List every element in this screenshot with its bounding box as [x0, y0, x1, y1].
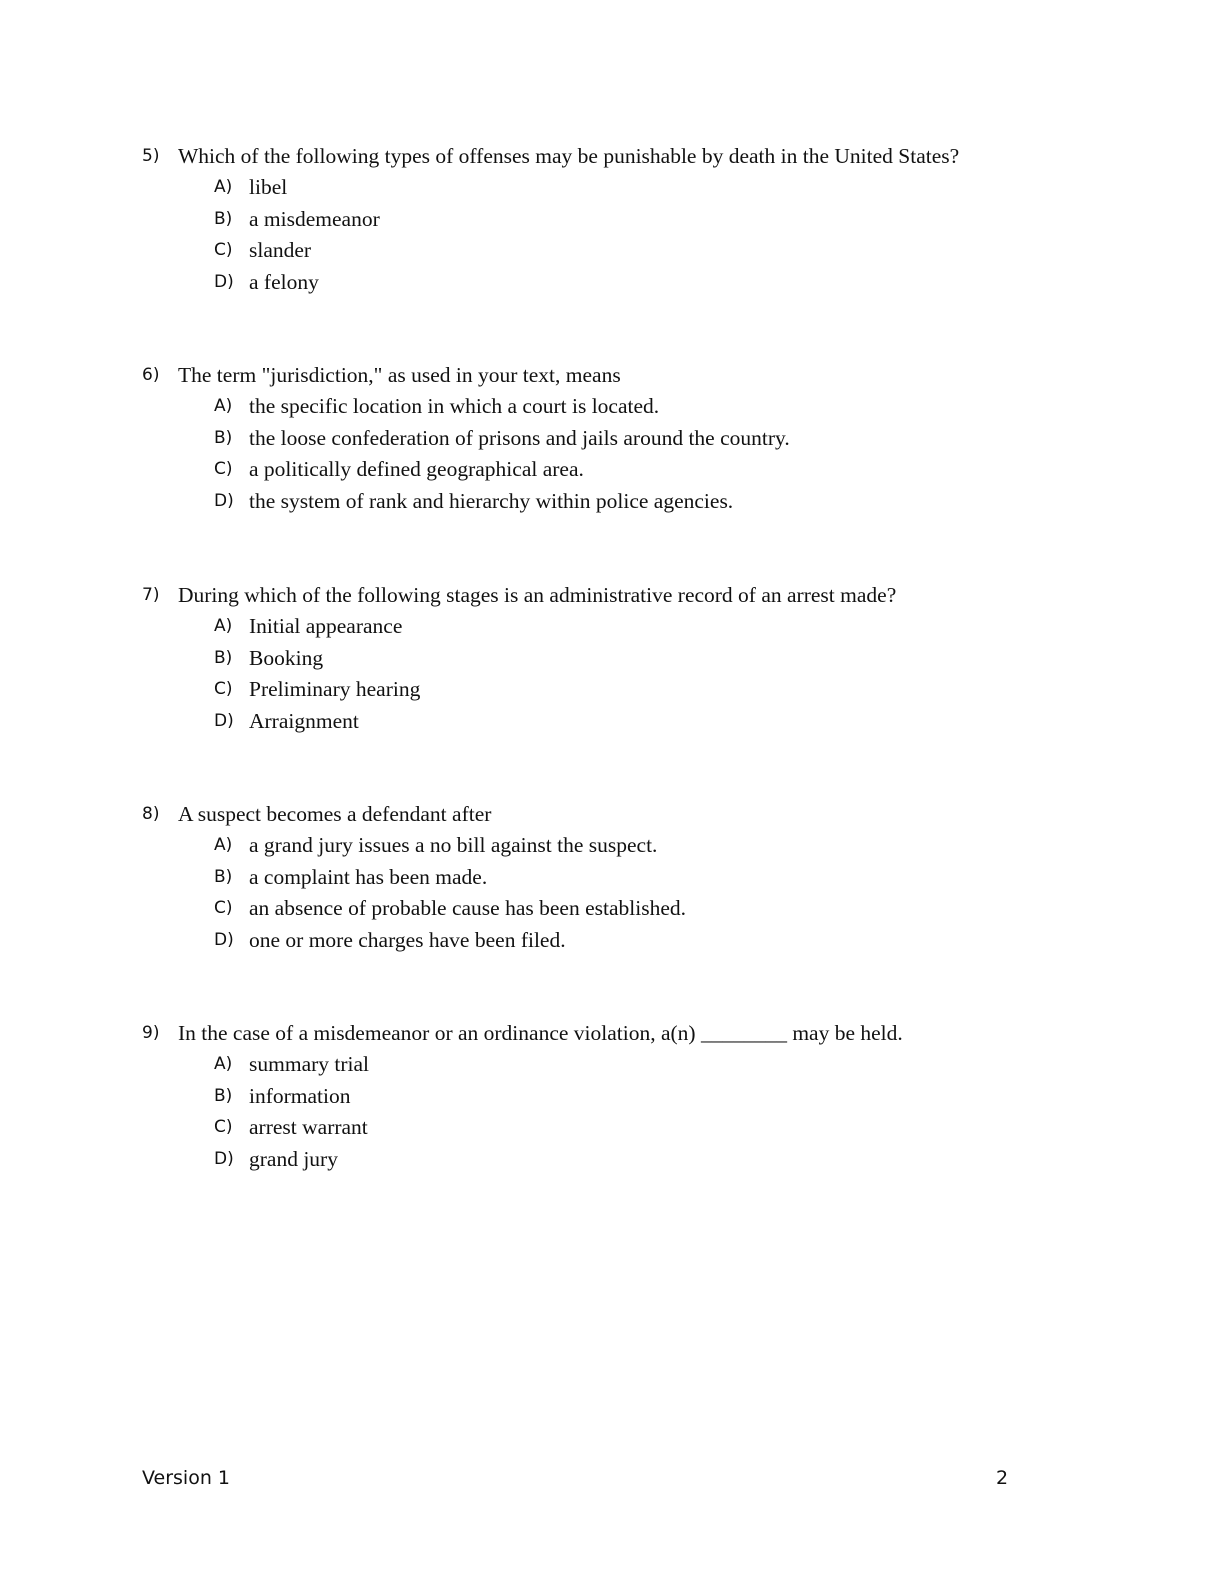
- option-letter: D): [214, 929, 234, 950]
- option-text: the system of rank and hierarchy within police agencies.: [249, 488, 734, 513]
- answer-option-b: [142, 423, 1122, 455]
- answer-option-d: [142, 267, 1122, 299]
- answer-option-b: [142, 643, 1122, 675]
- answer-options: [142, 830, 1122, 956]
- option-text: an absence of probable cause has been established.: [249, 896, 686, 921]
- answer-option-c: [142, 674, 1122, 706]
- option-text: Arraignment: [249, 708, 359, 733]
- footer-page-number: 2: [996, 1467, 1009, 1489]
- option-text: Initial appearance: [249, 614, 403, 638]
- question-text: Which of the following types of offenses may be punishable by death in the United States?: [178, 144, 960, 168]
- answer-option-a: [142, 611, 1122, 643]
- option-letter: C): [214, 459, 233, 480]
- answer-option-d: [142, 706, 1122, 738]
- option-letter: B): [214, 647, 233, 668]
- question-text: During which of the following stages is an administrative record of an arrest made?: [178, 583, 897, 607]
- question-stem: [142, 580, 1122, 611]
- question-stem: [142, 141, 1122, 172]
- option-text: arrest warrant: [249, 1115, 368, 1140]
- option-text: libel: [249, 175, 288, 199]
- option-letter: C): [214, 679, 233, 700]
- option-text: Booking: [249, 645, 324, 670]
- option-letter: B): [214, 427, 233, 448]
- answer-option-d: [142, 1144, 1122, 1176]
- option-letter: B): [214, 866, 233, 887]
- question-number: 9): [142, 1023, 160, 1043]
- question-text: The term "jurisdiction," as used in your text, means: [178, 363, 621, 387]
- option-text: one or more charges have been filed.: [249, 927, 566, 952]
- option-letter: D): [214, 490, 234, 511]
- option-text: a misdemeanor: [249, 206, 380, 231]
- answer-option-a: [142, 1049, 1122, 1081]
- question-number: 5): [142, 146, 160, 166]
- answer-options: [142, 611, 1122, 737]
- option-text: a felony: [249, 269, 319, 294]
- question-stem: [142, 360, 1122, 391]
- answer-option-d: [142, 925, 1122, 957]
- option-letter: A): [214, 835, 233, 855]
- answer-option-c: [142, 1112, 1122, 1144]
- question-number: 8): [142, 804, 160, 824]
- option-text: the loose confederation of prisons and jails around the country.: [249, 425, 790, 450]
- option-text: grand jury: [249, 1146, 338, 1171]
- option-letter: C): [214, 898, 233, 919]
- option-letter: B): [214, 1085, 233, 1106]
- answer-option-a: [142, 830, 1122, 862]
- option-letter: A): [214, 396, 233, 416]
- answer-option-c: [142, 893, 1122, 925]
- answer-options: [142, 391, 1122, 517]
- option-letter: D): [214, 710, 234, 731]
- question-5: [142, 141, 1122, 298]
- option-text: the specific location in which a court is located.: [249, 394, 660, 418]
- option-text: information: [249, 1083, 351, 1108]
- question-stem: [142, 799, 1122, 830]
- question-stem: [142, 1018, 1122, 1049]
- answer-option-a: [142, 172, 1122, 204]
- answer-options: [142, 1049, 1122, 1175]
- question-text: A suspect becomes a defendant after: [178, 802, 492, 826]
- answer-option-d: [142, 486, 1122, 518]
- option-letter: D): [214, 271, 234, 292]
- question-9: [142, 1018, 1122, 1175]
- option-text: summary trial: [249, 1052, 370, 1076]
- option-text: a politically defined geographical area.: [249, 457, 584, 482]
- question-text: In the case of a misdemeanor or an ordinance violation, a(n) ________ may be held.: [178, 1021, 903, 1045]
- option-text: slander: [249, 238, 312, 263]
- option-letter: A): [214, 616, 233, 636]
- option-letter: D): [214, 1148, 234, 1169]
- answer-option-c: [142, 235, 1122, 267]
- question-number: 7): [142, 585, 160, 605]
- answer-options: [142, 172, 1122, 298]
- option-letter: A): [214, 1054, 233, 1074]
- answer-option-a: [142, 391, 1122, 423]
- option-letter: C): [214, 1117, 233, 1138]
- option-letter: C): [214, 240, 233, 261]
- question-7: [142, 580, 1122, 737]
- answer-option-b: [142, 204, 1122, 236]
- question-8: [142, 799, 1122, 956]
- question-6: [142, 360, 1122, 517]
- option-letter: B): [214, 208, 233, 229]
- option-text: Preliminary hearing: [249, 677, 421, 702]
- answer-option-b: [142, 862, 1122, 894]
- option-text: a grand jury issues a no bill against the suspect.: [249, 833, 658, 857]
- footer-version: Version 1: [142, 1467, 230, 1489]
- answer-option-c: [142, 454, 1122, 486]
- option-letter: A): [214, 177, 233, 197]
- answer-option-b: [142, 1081, 1122, 1113]
- question-number: 6): [142, 365, 160, 385]
- option-text: a complaint has been made.: [249, 864, 488, 889]
